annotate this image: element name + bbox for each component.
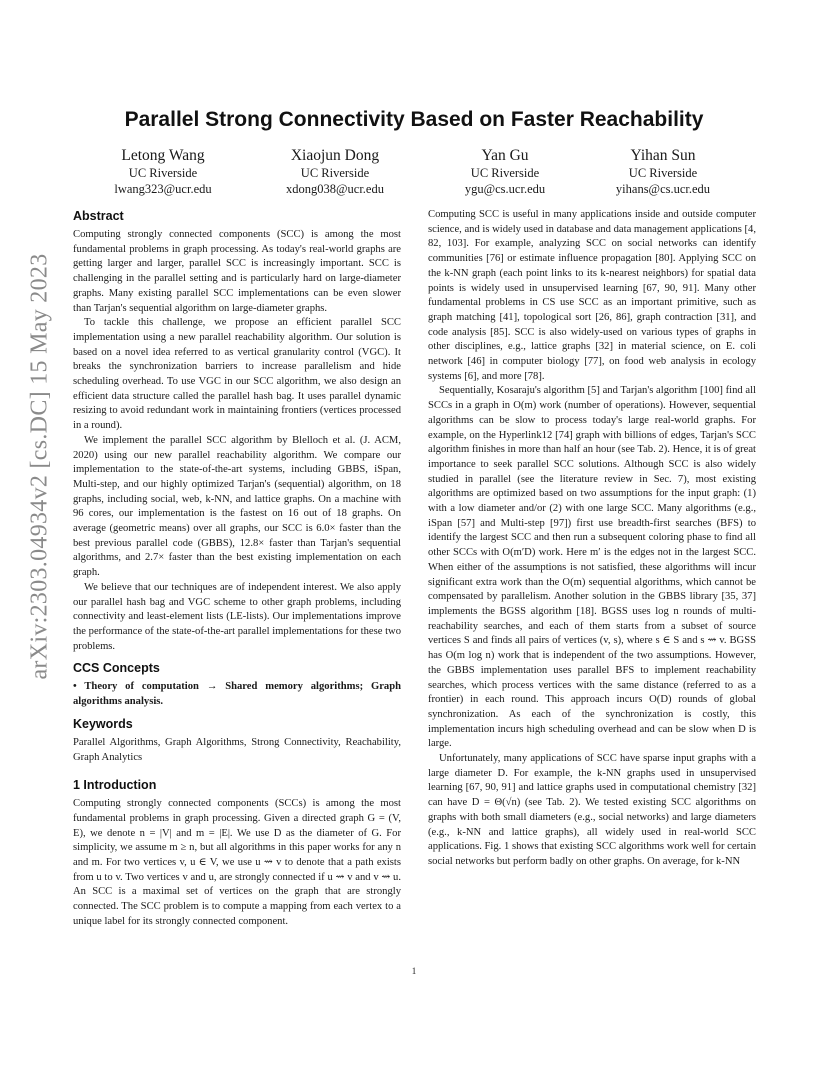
author-name: Letong Wang	[121, 147, 205, 164]
right-column	[428, 208, 756, 870]
page-number: 1	[411, 966, 417, 976]
author-email: xdong038@ucr.edu	[286, 182, 384, 196]
author-1	[78, 146, 248, 197]
abstract-paragraph-1: Computing strongly connected components (SCC) is among the most fundamental problems in graph processing. As today's real-world graphs are getting larger and larger, parallel SCC is increasingly important. SCC is challenging in the parallel setting and is particularly hard on large-diameter graphs. Many existing parallel SCC implementations can be even slower than Tarjan's sequential algorithm on large-diameter graphs.	[73, 229, 401, 314]
author-3	[420, 146, 590, 197]
keywords-heading: Keywords	[73, 716, 133, 731]
author-2	[250, 146, 420, 197]
keywords-list: Parallel Algorithms, Graph Algorithms, Strong Connectivity, Reachability, Graph Analytics	[73, 736, 401, 763]
author-affiliation: UC Riverside	[470, 166, 540, 180]
author-name: Xiaojun Dong	[290, 147, 380, 164]
introduction-paragraph-3: Sequentially, Kosaraju's algorithm [5] and Tarjan's algorithm [100] find all SCCs in a graph in O(m) work (number of operations). However, sequential algorithms can be slow to process today's large real-world graphs. For example, on the Hyperlink12 [74] graph with billions of edges, Tarjan's SCC algorithm finishes in more than half an hour (see Tab. 2). Hence, it is of great importance to seek parallel SCC solutions. Although SCC is also widely studied in parallel (see the literature review in Sec. 7), most existing algorithms are optimized based on two assumptions for the input graph: (1) with a low diameter and/or (2) with one large SCC. Many algorithms (e.g., iSpan [57] and Multi-step [97]) first use breadth-first searches (BFS) to identify the largest SCC and then run a subsequent coloring phase to find all other SCCs with O(m′D) work. Here m′ is the edges not in the largest SCC. When either of the assumptions is not satisfied, these algorithms will incur significant extra work than the O(m) sequential algorithms, which cannot be compensated by parallelism. Another solution in the GBBS library [35, 37] implements the BGSS algorithm [18]. BGSS uses log n rounds of multi-reachability searches, and each of them starts from a subset of source vertices S and finds all pairs of vertices (v, s), where s ∈ S and s ⇝ v. BGSS has O(m log n) work that is independent of the two assumptions. However, the GBBS implementation uses parallel BFS to implement reachability searches, which process vertices with the same distance (referred to as a frontier) in each round. This approach incurs O(D) rounds of global synchronization. As each of the synchronization is costly, this implementation incurs high scheduling overhead and can be slow when D is large.	[428, 385, 756, 750]
author-affiliation: UC Riverside	[628, 166, 698, 180]
author-name: Yan Gu	[481, 147, 529, 164]
left-column	[73, 208, 401, 930]
author-affiliation: UC Riverside	[300, 166, 370, 180]
author-name: Yihan Sun	[630, 147, 696, 164]
introduction-paragraph-4: Unfortunately, many applications of SCC have sparse input graphs with a large diameter D. For example, the k-NN graphs used in unsupervised learning [67, 90, 91] and lattice graphs used in computational chemistry [32] can have D = Θ(√n) (see Tab. 2). We tested existing SCC algorithms on graphs with both small diameters (e.g., social networks) and large diameters (e.g., k-NN and lattice graphs), all widely used in real-world SCC applications. Fig. 1 shows that existing SCC algorithms work well for certain social networks but perform badly on other graphs. On average, for k-NN	[428, 753, 756, 867]
author-email: yihans@cs.ucr.edu	[615, 182, 711, 196]
abstract-heading: Abstract	[73, 209, 124, 223]
introduction-paragraph-2: Computing SCC is useful in many applications inside and outside computer science, and is widely used in database and data management applications [4, 82, 103]. For example, analyzing SCC on social networks can identify communities [76] or estimate influence propagation [80]. Applying SCC on the k-NN graph (each point links to its k-nearest neighbors) for spatial data points is widely used in unsupervised learning [67, 90, 91]. Many other fundamental problems in CS use SCC as an important primitive, such as graph matching [41], topological sort [26, 86], graph contraction [31], and code analysis [85]. SCC is also widely-used on various types of graphs in other disciplines, e.g., lattice graphs [32] in material science, on E. coli network [46] in computer biology [77], on food web analysis in ecology systems [6], and more [78].	[428, 209, 756, 382]
ccs-heading: CCS Concepts	[73, 661, 160, 676]
ccs-concepts: • Theory of computation → Shared memory algorithms; Graph algorithms analysis.	[73, 681, 401, 708]
paper-title: Parallel Strong Connectivity Based on Faster Reachability	[124, 108, 704, 131]
abstract-paragraph-3: We implement the parallel SCC algorithm by Blelloch et al. (J. ACM, 2020) using our new parallel reachability algorithm. We compare our implementation to the state-of-the-art systems, including GBBS, iSpan, Multi-step, and our highly optimized Tarjan's (sequential) algorithm, on 18 graphs, including social, web, k-NN, and lattice graphs. On a machine with 96 cores, our implementation is the fastest on 16 out of 18 graphs. On average (geometric means) over all graphs, our SCC is 6.0× faster than the best previous parallel code (GBBS), 12.8× faster than Tarjan's sequential algorithms, and 2.7× faster than the best existing implementation on each graph.	[73, 434, 401, 579]
author-block	[72, 146, 756, 202]
arxiv-identifier	[20, 252, 60, 680]
introduction-heading: 1 Introduction	[73, 778, 157, 793]
introduction-paragraph-1: Computing strongly connected components (SCCs) is among the most fundamental problems in graph processing. Given a directed graph G = (V, E), we denote n = |V| and m = |E|. We use D as the diameter of G. For simplicity, we assume m ≥ n, but all algorithms in this paper works for any n and m. For two vertices v, u ∈ V, we use u ⇝ v to denote that a path exists from u to v. Two vertices v and u, are strongly connected if u ⇝ v and v ⇝ u. An SCC is a maximal set of vertices on the graph that are strongly connected. The SCC problem is to compute a mapping from each vertex to a unique label for its strongly connected component.	[73, 798, 401, 927]
author-affiliation: UC Riverside	[128, 166, 198, 180]
abstract-paragraph-4: We believe that our techniques are of independent interest. We also apply our parallel hash bag and VGC scheme to other graph problems, including connectivity and least-element lists (LE-lists). Our implementations improve the performance of the state-of-the-art parallel implementations for these two problems.	[73, 581, 401, 652]
abstract-paragraph-2: To tackle this challenge, we propose an efficient parallel SCC implementation using a new parallel reachability algorithm. Our solution is based on a novel idea referred to as vertical granularity control (VGC). It breaks the synchronization barriers to increase parallelism and hide scheduling overhead. To use VGC in our SCC algorithm, we also design an efficient data structure called the parallel hash bag. It uses parallel dynamic resizing to avoid redundant work in maintaining frontiers (vertices processed in a round).	[73, 317, 401, 432]
author-4	[578, 146, 748, 197]
author-email: lwang323@ucr.edu	[114, 182, 212, 196]
arxiv-identifier-text: arXiv:2303.04934v2 [cs.DC] 15 May 2023	[26, 252, 53, 680]
author-email: ygu@cs.ucr.edu	[464, 182, 546, 196]
